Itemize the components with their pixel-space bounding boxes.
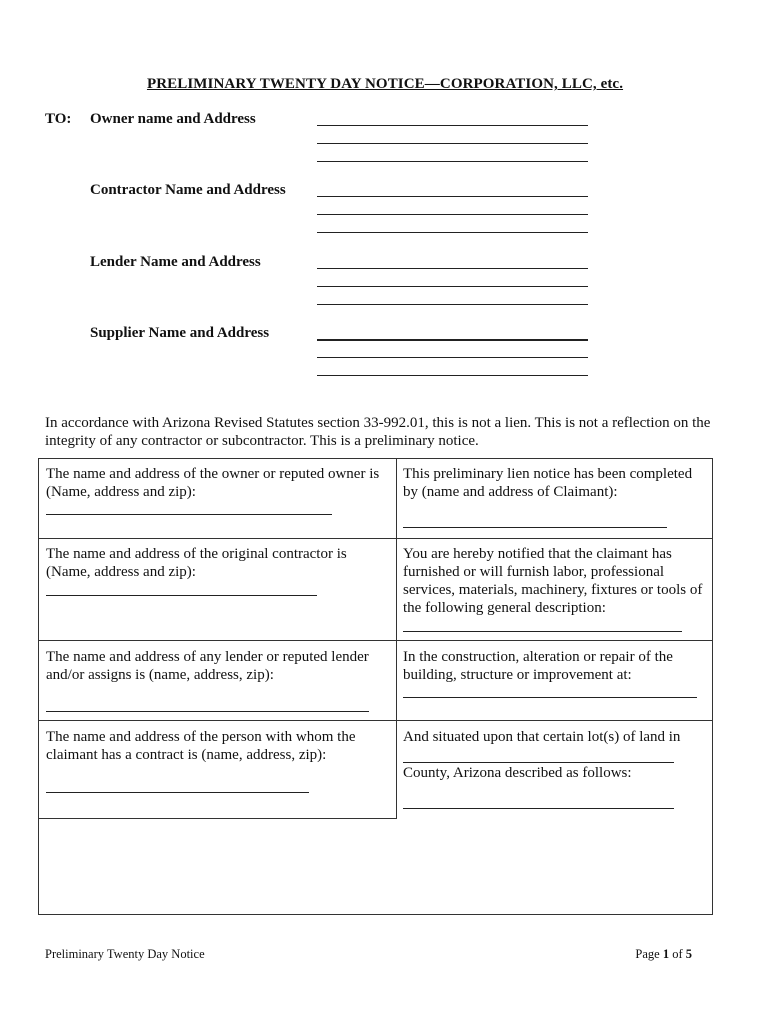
- supplier-line-1[interactable]: [317, 339, 588, 341]
- description-cell-line[interactable]: [403, 631, 682, 632]
- page-indicator: [635, 947, 692, 962]
- contractor-cell-line[interactable]: [46, 595, 317, 596]
- lender-line-3[interactable]: [317, 304, 588, 305]
- contract-party-cell-line[interactable]: [46, 792, 309, 793]
- grid-row-divider: [38, 640, 713, 641]
- owner-cell-line[interactable]: [46, 514, 332, 515]
- supplier-line-3[interactable]: [317, 375, 588, 376]
- contractor-cell-text: The name and address of the original contractor is (Name, address and zip):: [46, 546, 347, 580]
- owner-line-3[interactable]: [317, 161, 588, 162]
- description-cell-text: You are hereby notified that the claimant has furnished or will furnish labor, professional services, materials, machinery, fixtures or tools of the following general description:: [403, 546, 703, 616]
- grid-row-divider: [38, 720, 713, 721]
- county-line[interactable]: [403, 762, 674, 763]
- claimant-cell-text: This preliminary lien notice has been completed by (name and address of Claimant):: [403, 466, 693, 500]
- land-description-line[interactable]: [403, 808, 674, 809]
- claimant-cell-line[interactable]: [403, 527, 667, 528]
- owner-line-2[interactable]: [317, 143, 588, 144]
- contractor-label: Contractor Name and Address: [90, 182, 286, 198]
- lender-cell-line[interactable]: [46, 711, 369, 712]
- lender-label: Lender Name and Address: [90, 254, 261, 270]
- lender-cell-text: The name and address of any lender or reputed lender and/or assigns is (name, address, zip):: [46, 649, 369, 683]
- page-of: of: [669, 947, 686, 961]
- owner-line-1[interactable]: [317, 125, 588, 126]
- grid-row-divider: [38, 818, 397, 819]
- contractor-line-3[interactable]: [317, 232, 588, 233]
- owner-cell-text: The name and address of the owner or reputed owner is (Name, address and zip):: [46, 466, 380, 500]
- footer-title: Preliminary Twenty Day Notice: [45, 947, 205, 961]
- owner-label: Owner name and Address: [90, 111, 256, 127]
- contract-party-cell-text: The name and address of the person with whom the claimant has a contract is (name, address, zip):: [46, 729, 356, 763]
- lender-line-1[interactable]: [317, 268, 588, 269]
- grid-column-divider: [396, 458, 397, 819]
- improvement-cell-text: In the construction, alteration or repair of the building, structure or improvement at:: [403, 649, 673, 683]
- to-label: TO:: [45, 111, 72, 127]
- page-prefix: Page: [635, 947, 663, 961]
- contractor-line-1[interactable]: [317, 196, 588, 197]
- land-cell-text: And situated upon that certain lot(s) of land in: [403, 729, 681, 745]
- contractor-line-2[interactable]: [317, 214, 588, 215]
- page-total: 5: [685, 947, 692, 961]
- page-title: PRELIMINARY TWENTY DAY NOTICE—CORPORATION, LLC, etc.: [146, 76, 624, 92]
- page-current: 1: [662, 947, 670, 961]
- statutory-statement: In accordance with Arizona Revised Statutes section 33-992.01, this is not a lien. This is not a reflection on the integrity of any contractor or subcontractor. This is a preliminary notice.: [45, 415, 711, 449]
- grid-row-divider: [38, 538, 713, 539]
- supplier-line-2[interactable]: [317, 357, 588, 358]
- improvement-cell-line[interactable]: [403, 697, 697, 698]
- county-text: County, Arizona described as follows:: [403, 765, 632, 781]
- lender-line-2[interactable]: [317, 286, 588, 287]
- supplier-label: Supplier Name and Address: [90, 325, 270, 341]
